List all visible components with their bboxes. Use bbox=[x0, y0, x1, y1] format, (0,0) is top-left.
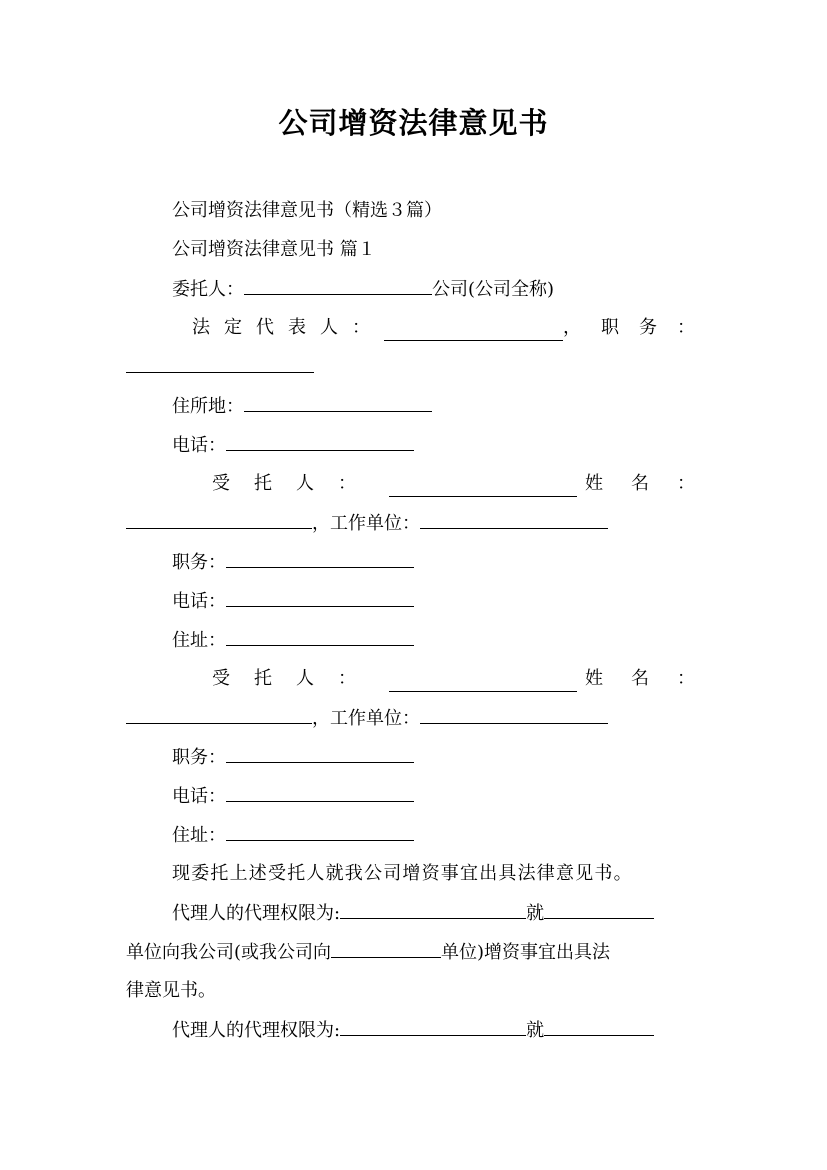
authority-cont-text-b: 单位)增资事宜出具法 bbox=[441, 942, 611, 963]
authority-blank-2[interactable] bbox=[340, 1017, 526, 1036]
principal-suffix: 公司(公司全称) bbox=[432, 279, 555, 300]
agent2-label: 受托人： bbox=[212, 668, 380, 689]
legal-rep-position-label: ，职务： bbox=[563, 317, 715, 338]
agent1-name-blank[interactable] bbox=[126, 510, 312, 529]
agent1-employer-label: ，工作单位： bbox=[312, 513, 420, 534]
authorization-statement bbox=[172, 861, 633, 887]
agent1-address-label: 住址： bbox=[172, 630, 226, 651]
agent2-name-line bbox=[126, 705, 608, 732]
document-title: 公司增资法律意见书 bbox=[278, 106, 549, 140]
principal-label: 委托人： bbox=[172, 279, 244, 300]
agent2-phone-blank[interactable] bbox=[226, 783, 414, 802]
agent2-phone-label: 电话： bbox=[172, 786, 226, 807]
address-line bbox=[172, 393, 432, 420]
authority-unit-blank-2[interactable] bbox=[331, 939, 441, 958]
authority-blank-1[interactable] bbox=[340, 900, 526, 919]
agent1-position-line bbox=[172, 549, 414, 576]
authority-label-1: 代理人的代理权限为: bbox=[172, 903, 341, 924]
agent2-employer-label: ，工作单位： bbox=[312, 708, 420, 729]
agent1-name-line bbox=[126, 510, 608, 537]
agent1-line bbox=[212, 471, 723, 497]
agent2-line bbox=[212, 666, 723, 692]
agent1-name-label: 姓名： bbox=[585, 473, 723, 494]
legal-rep-line bbox=[192, 315, 715, 341]
address-blank[interactable] bbox=[244, 393, 432, 412]
legal-rep-position-line bbox=[126, 354, 314, 381]
address-label: 住所地： bbox=[172, 396, 244, 417]
section-heading-text: 公司增资法律意见书 篇１ bbox=[172, 239, 376, 260]
agent2-blank[interactable] bbox=[389, 673, 577, 692]
authority-cont-text-a: 单位向我公司(或我公司向 bbox=[126, 942, 332, 963]
legal-rep-position-blank[interactable] bbox=[126, 354, 314, 373]
authority-label-2: 代理人的代理权限为: bbox=[172, 1020, 341, 1041]
phone-label: 电话： bbox=[172, 435, 226, 456]
authority-unit-blank-1[interactable] bbox=[544, 900, 654, 919]
legal-rep-label: 法定代表人： bbox=[192, 317, 384, 338]
agent1-phone-blank[interactable] bbox=[226, 588, 414, 607]
agent2-phone-line bbox=[172, 783, 414, 810]
agent2-address-line bbox=[172, 822, 414, 849]
agent2-position-line bbox=[172, 744, 414, 771]
authority-end-text: 律意见书。 bbox=[126, 980, 216, 1001]
agent1-phone-line bbox=[172, 588, 414, 615]
subtitle-line bbox=[172, 198, 442, 224]
agent2-employer-blank[interactable] bbox=[420, 705, 608, 724]
subtitle-text: 公司增资法律意见书（精选３篇） bbox=[172, 200, 442, 221]
agent1-employer-blank[interactable] bbox=[420, 510, 608, 529]
agent1-position-label: 职务： bbox=[172, 552, 226, 573]
authority-line-1 bbox=[172, 900, 654, 927]
authority-line-2 bbox=[172, 1017, 654, 1044]
authority-on-1: 就 bbox=[526, 903, 545, 924]
agent2-name-blank[interactable] bbox=[126, 705, 312, 724]
authority-unit-blank-3[interactable] bbox=[544, 1017, 654, 1036]
phone-line bbox=[172, 432, 414, 459]
agent1-phone-label: 电话： bbox=[172, 591, 226, 612]
agent2-position-blank[interactable] bbox=[226, 744, 414, 763]
authorization-text: 现委托上述受托人就我公司增资事宜出具法律意见书。 bbox=[172, 863, 633, 884]
agent1-blank[interactable] bbox=[389, 478, 577, 497]
agent1-address-blank[interactable] bbox=[226, 627, 414, 646]
phone-blank[interactable] bbox=[226, 432, 414, 451]
authority-on-2: 就 bbox=[526, 1020, 545, 1041]
agent2-position-label: 职务： bbox=[172, 747, 226, 768]
authority-end-line bbox=[126, 978, 216, 1004]
agent2-name-label: 姓名： bbox=[585, 668, 723, 689]
principal-line bbox=[172, 276, 554, 303]
authority-continuation bbox=[126, 939, 610, 966]
agent2-address-blank[interactable] bbox=[226, 822, 414, 841]
agent1-position-blank[interactable] bbox=[226, 549, 414, 568]
agent1-label: 受托人： bbox=[212, 473, 380, 494]
section-heading bbox=[172, 237, 376, 263]
legal-rep-blank[interactable] bbox=[384, 322, 563, 341]
principal-blank[interactable] bbox=[244, 276, 432, 295]
agent2-address-label: 住址： bbox=[172, 825, 226, 846]
agent1-address-line bbox=[172, 627, 414, 654]
